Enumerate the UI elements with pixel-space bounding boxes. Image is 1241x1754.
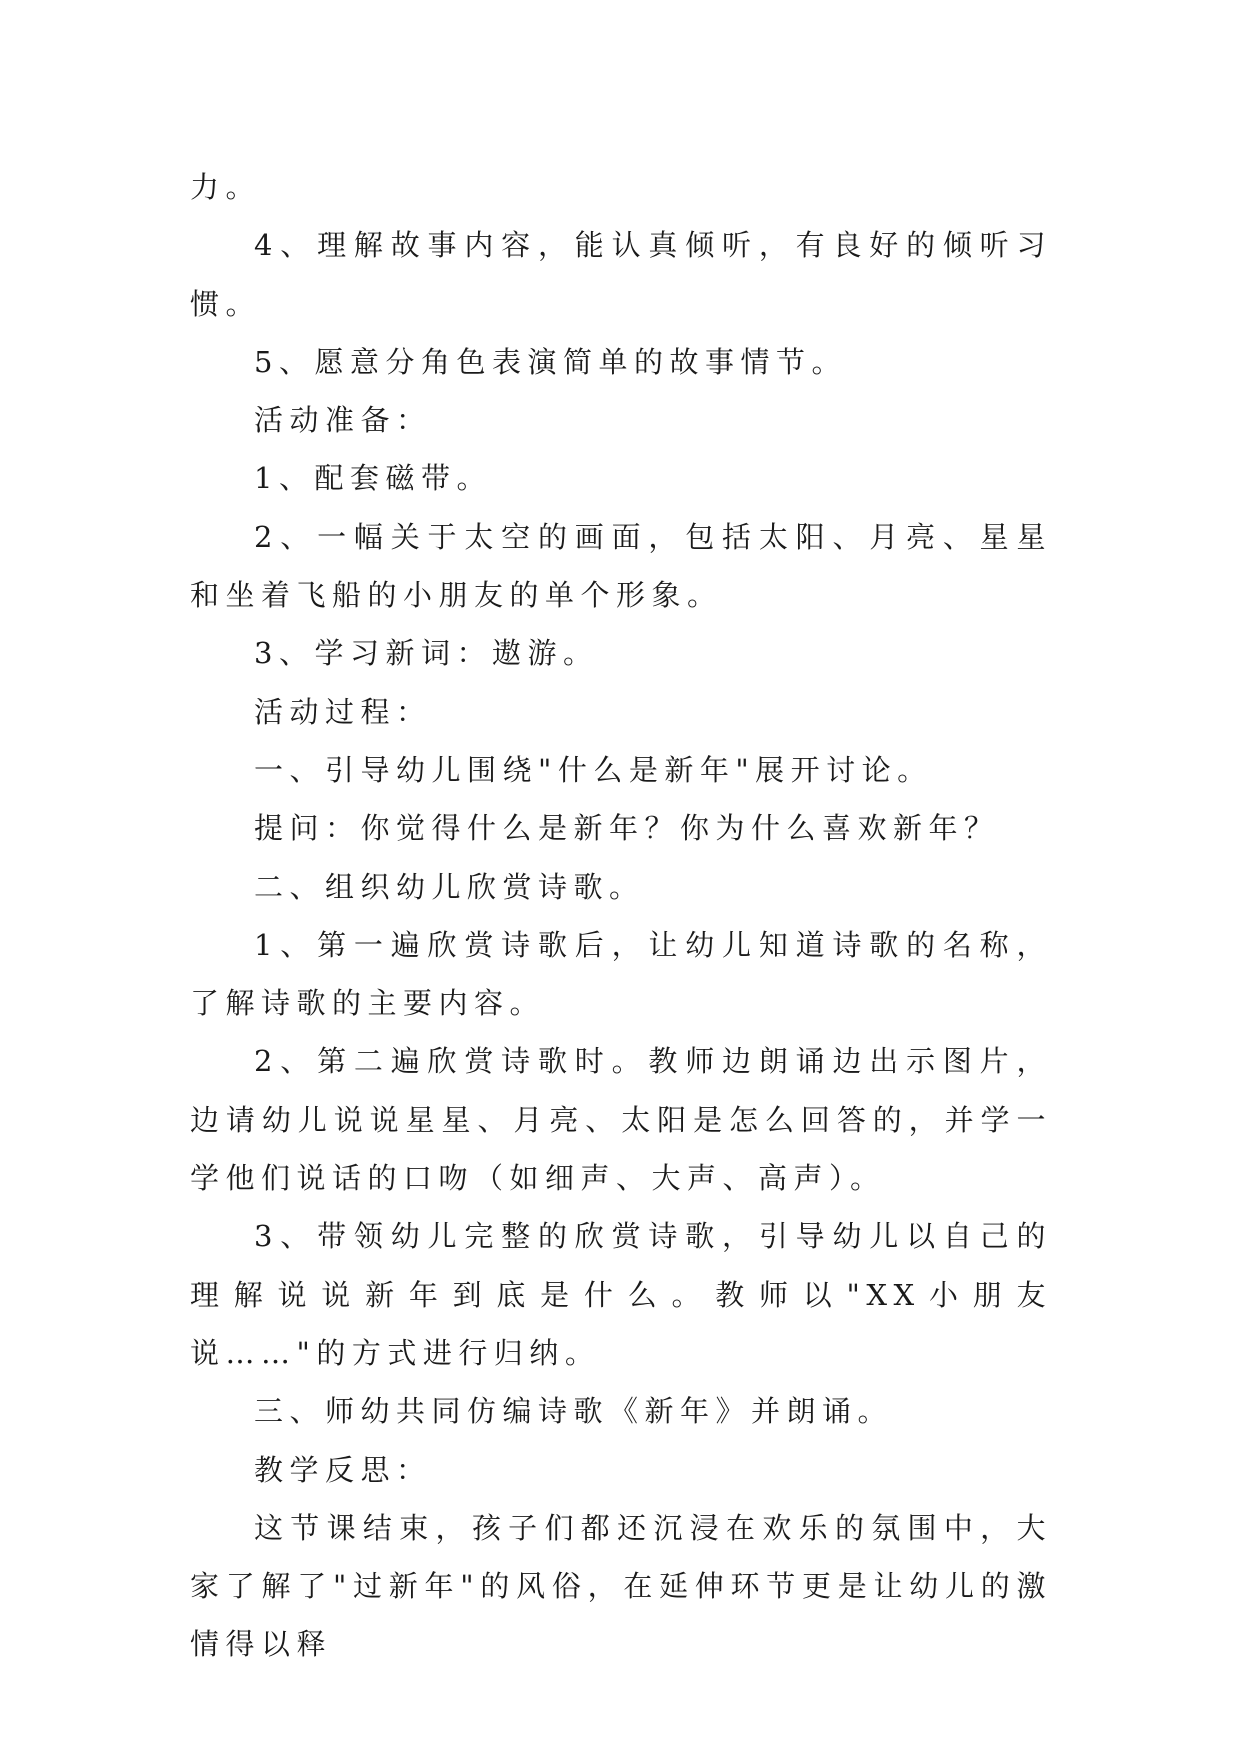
- paragraph-prep-2: 2、一幅关于太空的画面，包括太阳、月亮、星星和坐着飞船的小朋友的单个形象。: [190, 519, 1052, 613]
- heading-activity-process: 活动过程：: [254, 694, 432, 729]
- paragraph-step-3: 三、师幼共同仿编诗歌《新年》并朗诵。: [254, 1394, 894, 1429]
- paragraph-step-2-3: 3、带领幼儿完整的欣赏诗歌，引导幼儿以自己的理解说说新年到底是什么。教师以"XX小朋友说……"的方式进行归纳。: [190, 1219, 1052, 1370]
- paragraph-step-1: 一、引导幼儿围绕"什么是新年"展开讨论。: [254, 752, 933, 787]
- paragraph-goal-4: 4、理解故事内容，能认真倾听，有良好的倾听习惯。: [190, 228, 1052, 321]
- paragraph-goal-5: 5、愿意分角色表演简单的故事情节。: [254, 344, 847, 379]
- paragraph-prep-1: 1、配套磁带。: [254, 461, 492, 496]
- paragraph-continuation: 力。: [190, 170, 262, 204]
- paragraph-step-2: 二、组织幼儿欣赏诗歌。: [254, 869, 645, 904]
- paragraph-prep-3: 3、学习新词：遨游。: [254, 636, 599, 671]
- paragraph-step-2-2: 2、第二遍欣赏诗歌时。教师边朗诵边出示图片，边请幼儿说说星星、月亮、太阳是怎么回答的，并学一学他们说话的口吻（如细声、大声、高声）。: [190, 1044, 1052, 1196]
- paragraph-question: 提问：你觉得什么是新年？你为什么喜欢新年？: [254, 811, 1000, 846]
- heading-activity-preparation: 活动准备：: [254, 403, 432, 438]
- paragraph-reflection: 这节课结束，孩子们都还沉浸在欢乐的氛围中，大家了解了"过新年"的风俗，在延伸环节更是让幼儿的激情得以释: [190, 1510, 1052, 1662]
- paragraph-step-2-1: 1、第一遍欣赏诗歌后，让幼儿知道诗歌的名称，了解诗歌的主要内容。: [190, 927, 1052, 1021]
- document-body: [190, 158, 1052, 1674]
- heading-teaching-reflection: 教学反思：: [254, 1452, 432, 1487]
